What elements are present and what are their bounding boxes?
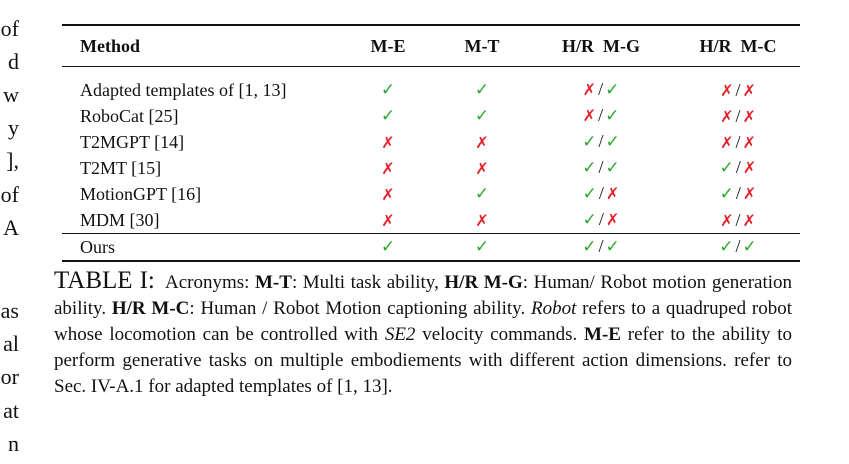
check-mark-icon: ✓ — [582, 210, 597, 230]
check-mark-icon: ✓ — [474, 106, 490, 126]
left-fragment: of — [0, 16, 19, 41]
cross-mark-icon: ✗ — [381, 132, 395, 152]
cell-hr-m-g — [526, 234, 676, 262]
table-row — [62, 67, 800, 104]
left-fragment: y — [8, 115, 19, 140]
method-name: Adapted templates of [1, 13] — [80, 79, 287, 100]
check-mark-icon: ✓ — [582, 184, 597, 204]
cell-m-e — [338, 207, 438, 234]
table-row — [62, 103, 800, 129]
cross-mark-icon: ✗ — [381, 158, 395, 178]
check-mark-icon: ✓ — [605, 80, 620, 100]
cell-m-e — [338, 181, 438, 207]
cell-hr-m-c — [676, 103, 800, 129]
left-fragment: of — [0, 182, 19, 207]
cell-hr-m-c — [676, 129, 800, 155]
table-caption — [54, 268, 792, 400]
slash-separator: / — [735, 157, 741, 177]
check-mark-icon: ✓ — [380, 106, 396, 126]
cell-m-e — [338, 67, 438, 104]
slash-separator: / — [735, 183, 741, 203]
cell-m-t — [438, 155, 526, 181]
caption-text: refers to a quadruped robot whose locomotion can be controlled with — [54, 298, 792, 345]
cell-m-e — [338, 103, 438, 129]
caption-term-mt: M-T — [255, 272, 292, 293]
left-fragment: or — [0, 364, 19, 389]
cross-mark-icon: ✗ — [605, 210, 620, 229]
method-name: T2MT [15] — [80, 157, 162, 178]
comparison-table — [62, 24, 800, 262]
cross-mark-icon: ✗ — [381, 210, 395, 230]
header-hr-m-c: H/R M-C — [699, 35, 777, 56]
check-mark-icon: ✓ — [474, 237, 490, 257]
cell-m-t — [438, 207, 526, 234]
cell-m-t — [438, 181, 526, 207]
cross-mark-icon: ✗ — [720, 106, 734, 126]
cell-m-t — [438, 67, 526, 104]
cross-mark-icon: ✗ — [582, 106, 597, 125]
cell-m-e — [338, 155, 438, 181]
method-name: MDM [30] — [80, 209, 160, 230]
header-m-e: M-E — [370, 35, 406, 56]
slash-separator: / — [598, 209, 604, 229]
caption-term-se2: SE2 — [384, 324, 416, 345]
slash-separator: / — [735, 105, 741, 126]
check-mark-icon: ✓ — [605, 237, 620, 257]
caption-term-robot: Robot — [530, 298, 577, 319]
table-row — [62, 129, 800, 155]
check-mark-icon: ✓ — [605, 132, 620, 152]
left-fragment: d — [8, 49, 19, 74]
cross-mark-icon: ✗ — [605, 184, 620, 203]
check-mark-icon: ✓ — [582, 132, 597, 152]
cell-hr-m-c — [676, 155, 800, 181]
cross-mark-icon: ✗ — [475, 210, 489, 230]
table-row — [62, 155, 800, 181]
caption-label: TABLE I: — [54, 267, 155, 294]
caption-text: : Human/ Robot motion generation ability. — [54, 272, 793, 319]
cross-mark-icon: ✗ — [582, 80, 597, 99]
cell-hr-m-g — [526, 181, 676, 207]
left-fragment: as — [0, 298, 19, 323]
cell-hr-m-g — [526, 129, 676, 155]
check-mark-icon: ✓ — [719, 158, 734, 178]
cell-m-e — [338, 234, 438, 262]
method-name: MotionGPT [16] — [80, 183, 202, 204]
cross-mark-icon: ✗ — [475, 132, 489, 152]
left-fragment: A — [3, 215, 19, 240]
cross-mark-icon: ✗ — [742, 184, 757, 203]
cross-mark-icon: ✗ — [742, 106, 756, 126]
table-row — [62, 181, 800, 207]
cross-mark-icon: ✗ — [720, 132, 734, 152]
slash-separator: / — [598, 236, 604, 256]
cell-hr-m-c — [676, 181, 800, 207]
check-mark-icon: ✓ — [605, 106, 620, 126]
cell-m-t — [438, 129, 526, 155]
table-row — [62, 207, 800, 234]
caption-text: : Human / Robot Motion captioning ability. — [189, 298, 531, 319]
caption-text: : Multi task ability, — [291, 272, 445, 293]
cross-mark-icon: ✗ — [475, 158, 489, 178]
check-mark-icon: ✓ — [605, 158, 620, 178]
check-mark-icon: ✓ — [380, 237, 396, 257]
cross-mark-icon: ✗ — [720, 80, 734, 100]
left-fragment: n — [8, 431, 19, 456]
cell-hr-m-c — [676, 67, 800, 104]
table-ours-section — [62, 234, 800, 262]
cell-m-t — [438, 234, 526, 262]
method-name: RoboCat [25] — [80, 105, 179, 126]
slash-separator: / — [598, 183, 604, 203]
cell-hr-m-c — [676, 234, 800, 262]
cross-mark-icon: ✗ — [742, 158, 757, 177]
caption-text: Acronyms: — [164, 272, 255, 293]
cross-mark-icon: ✗ — [720, 210, 734, 230]
cross-mark-icon: ✗ — [742, 210, 756, 230]
check-mark-icon: ✓ — [582, 158, 597, 178]
cell-hr-m-g — [526, 103, 676, 129]
check-mark-icon: ✓ — [474, 80, 490, 100]
cross-mark-icon: ✗ — [742, 80, 756, 100]
method-name: T2MGPT [14] — [80, 131, 185, 152]
header-hr-m-g: H/R M-G — [562, 35, 640, 56]
caption-term-me: M-E — [584, 324, 621, 345]
header-method: Method — [80, 35, 140, 56]
left-fragment: al — [3, 331, 19, 356]
check-mark-icon: ✓ — [742, 237, 757, 257]
slash-separator: / — [735, 79, 741, 100]
cell-m-e — [338, 129, 438, 155]
method-name: Ours — [80, 236, 115, 257]
cross-mark-icon: ✗ — [381, 184, 395, 204]
check-mark-icon: ✓ — [474, 184, 490, 204]
check-mark-icon: ✓ — [719, 184, 734, 204]
left-fragment: at — [3, 398, 19, 423]
comparison-table-container — [62, 24, 800, 262]
caption-term-hrmg: H/R M-G — [444, 272, 523, 293]
check-mark-icon: ✓ — [719, 237, 734, 257]
left-fragment: w — [3, 82, 19, 107]
cell-hr-m-g — [526, 67, 676, 104]
cell-m-t — [438, 103, 526, 129]
cell-hr-m-g — [526, 207, 676, 234]
caption-text: refer to the ability to perform generative tasks on multiple embodiements with different action dimensions. refer to Sec. IV-A.1 for adapted templates of [1, 13]. — [54, 324, 792, 397]
slash-separator: / — [598, 131, 604, 151]
slash-separator: / — [598, 105, 604, 125]
check-mark-icon: ✓ — [582, 237, 597, 257]
table-header-row — [62, 25, 800, 67]
left-column-text-fragments — [0, 0, 20, 464]
cross-mark-icon: ✗ — [742, 132, 756, 152]
slash-separator: / — [735, 236, 741, 256]
slash-separator: / — [735, 209, 741, 230]
left-fragment: ], — [6, 148, 19, 173]
header-m-t: M-T — [464, 35, 500, 56]
slash-separator: / — [598, 157, 604, 177]
caption-text: velocity commands. — [415, 324, 585, 345]
check-mark-icon: ✓ — [380, 80, 396, 100]
caption-term-hrmc: H/R M-C — [111, 298, 190, 319]
table-row — [62, 234, 800, 262]
slash-separator: / — [598, 79, 604, 99]
table-body — [62, 67, 800, 234]
cell-hr-m-c — [676, 207, 800, 234]
cell-hr-m-g — [526, 155, 676, 181]
slash-separator: / — [735, 131, 741, 152]
